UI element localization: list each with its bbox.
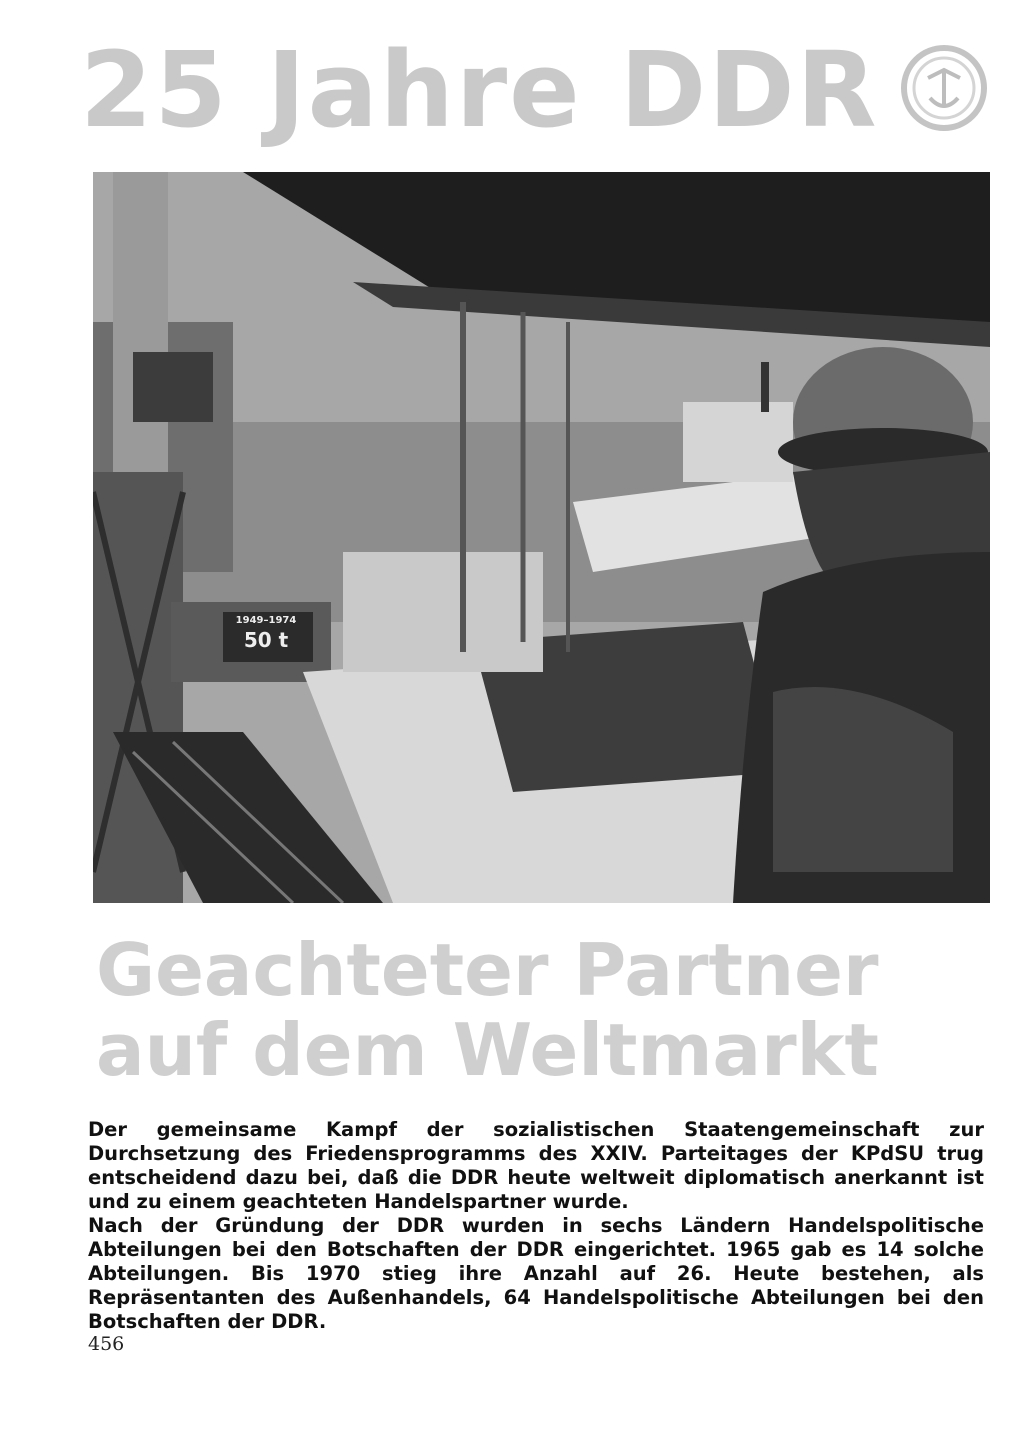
header-title: 25 Jahre DDR [80, 29, 879, 151]
article-body [88, 1118, 984, 1334]
ddr-emblem-icon [900, 44, 988, 132]
crane-sign-capacity: 50 t [243, 628, 289, 652]
subtitle-line-2: auf dem Weltmarkt [96, 1008, 879, 1092]
subtitle-line-1: Geachteter Partner [96, 928, 879, 1012]
article-subtitle [96, 930, 976, 1090]
body-paragraph-1: Der gemeinsame Kampf der sozialistischen Staatengemeinschaft zur Durchsetzung des Friedensprogramms des XXIV. Parteitages der KPdSU trug entscheidend dazu bei, daß die DDR heute weltweit diplomatisch anerkannt ist und zu einem geachteten Handelspartner wurde. [88, 1118, 984, 1213]
page-number: 456 [88, 1333, 125, 1355]
body-paragraph-2: Nach der Gründung der DDR wurden in sechs Ländern Handelspolitische Abteilungen bei den Botschaften der DDR eingerichtet. 1965 gab es 14 solche Abteilungen. Bis 1970 stieg ihre Anzahl auf 26. Heute bestehen, als Repräsentanten des Außenhandels, 64 Handelspolitische Abteilungen bei den Botschaften der DDR. [88, 1214, 984, 1333]
harbor-photo [93, 172, 990, 903]
crane-sign-years: 1949–1974 [235, 615, 297, 626]
